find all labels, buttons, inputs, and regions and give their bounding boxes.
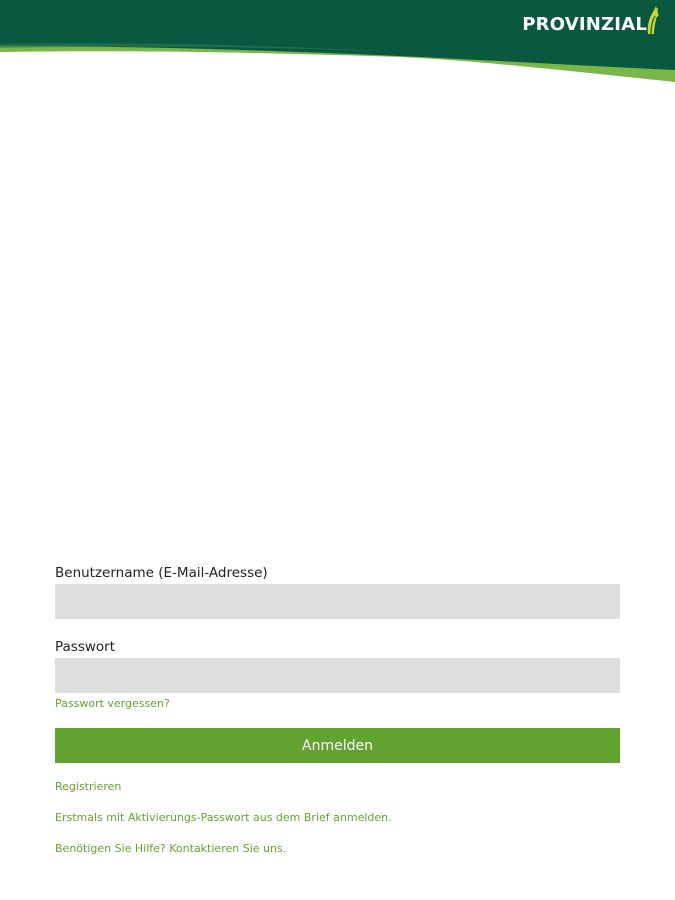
activation-login-link[interactable]: Erstmals mit Aktivierungs-Passwort aus dem Brief anmelden.: [55, 811, 392, 824]
provinzial-logo: [522, 12, 661, 36]
help-contact-link[interactable]: Benötigen Sie Hilfe? Kontaktieren Sie uns.: [55, 842, 287, 855]
register-link[interactable]: Registrieren: [55, 780, 122, 793]
login-form: [55, 563, 620, 857]
password-input[interactable]: [55, 658, 620, 693]
horse-head-logo-icon: [645, 6, 661, 36]
logo-text: PROVINZIAL: [522, 13, 647, 35]
username-label: Benutzername (E-Mail-Adresse): [55, 565, 268, 581]
username-input[interactable]: [55, 584, 620, 619]
password-label: Passwort: [55, 639, 116, 655]
login-button[interactable]: Anmelden: [55, 728, 620, 763]
forgot-password-link[interactable]: Passwort vergessen?: [55, 697, 170, 710]
header-banner: [0, 0, 675, 90]
